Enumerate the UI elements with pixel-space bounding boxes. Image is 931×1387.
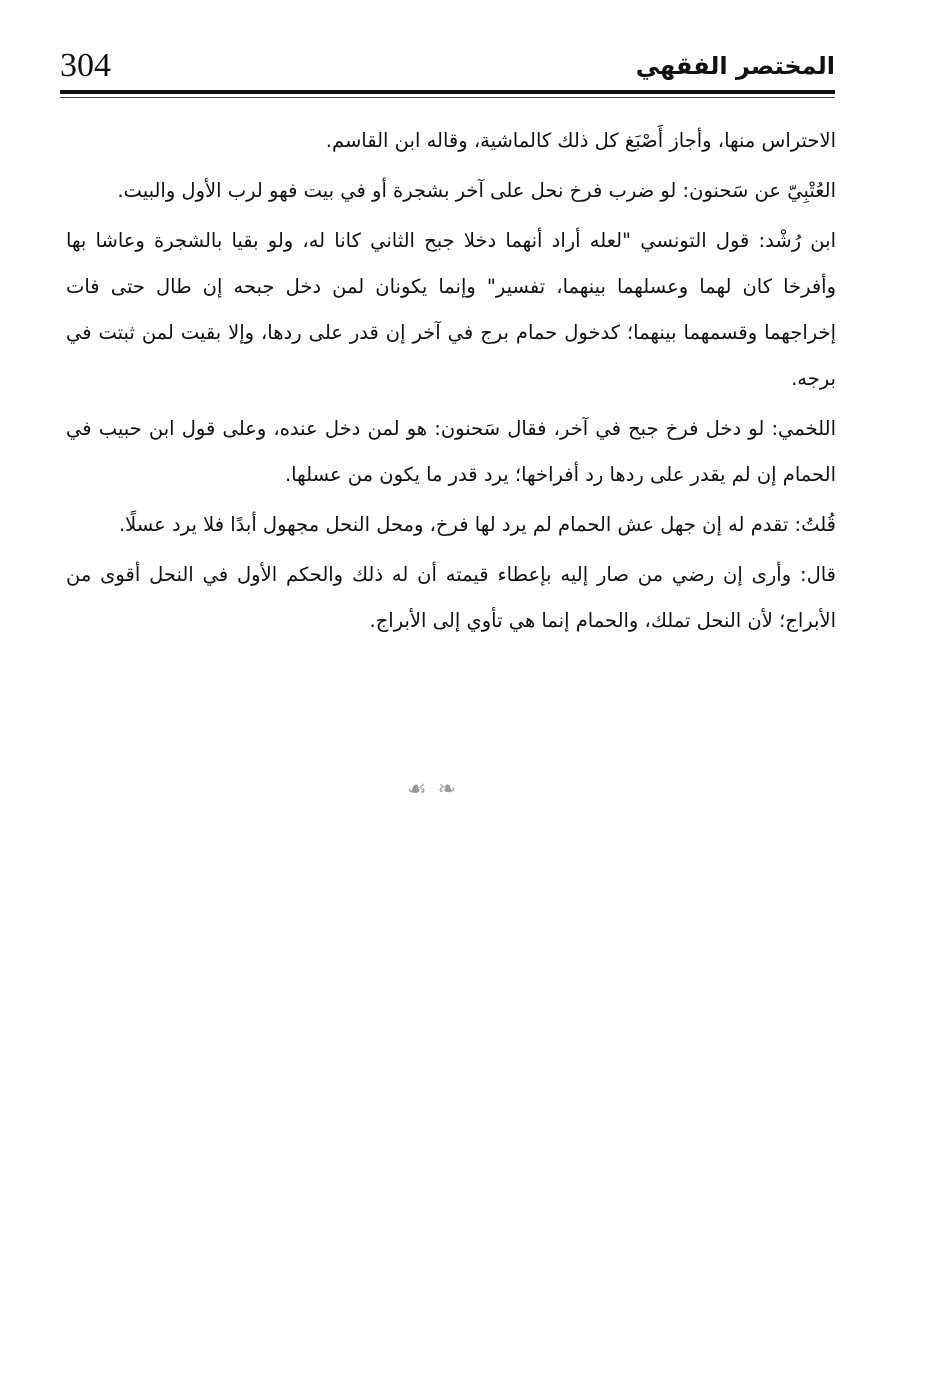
paragraph: اللخمي: لو دخل فرخ جبح في آخر، فقال سَحنون: هو لمن دخل عنده، وعلى قول ابن حبيب في الحمام إن لم يقدر على ردها رد أفراخها؛ يرد قدر ما يكون من عسلها.: [66, 417, 836, 486]
header-rule-thick: [60, 90, 835, 94]
header-rule-thin: [60, 97, 835, 98]
page-number: 304: [60, 47, 111, 84]
paragraph: الاحتراس منها، وأجاز أَصْبَغ كل ذلك كالماشية، وقاله ابن القاسم.: [325, 129, 836, 152]
body-text: [66, 118, 836, 648]
running-title: المختصر الفقهي: [635, 52, 835, 80]
section-end-ornament-icon: ☙ ❧: [406, 777, 459, 802]
paragraph: قال: وأرى إن رضي من صار إليه بإعطاء قيمته أن له ذلك والحكم الأول في النحل أقوى من الأبراج؛ لأن النحل تملك، والحمام إنما هي تأوي إلى الأبراج.: [66, 563, 836, 632]
paragraph: العُتْبِيّ عن سَحنون: لو ضرب فرخ نحل على آخر بشجرة أو في بيت فهو لرب الأول والبيت.: [117, 179, 836, 202]
page-header: [60, 40, 835, 92]
paragraph: قُلتُ: تقدم له إن جهل عش الحمام لم يرد لها فرخ، ومحل النحل مجهول أبدًا فلا يرد عسلًا.: [118, 513, 836, 536]
paragraph: ابن رُشْد: قول التونسي "لعله أراد أنهما دخلا جبح الثاني كانا له، ولو بقيا بالشجرة وعاشا بها وأفرخا كان لهما وعسلهما بينهما، تفسير" وإنما يكونان لمن دخل جبحه إن طال حتى فات إخراجهما وقسمهما بينهما؛ كدخول حمام برج في آخر إن قدر على ردها، وإلا بقيت لمن ثبتت في برجه.: [66, 229, 836, 390]
